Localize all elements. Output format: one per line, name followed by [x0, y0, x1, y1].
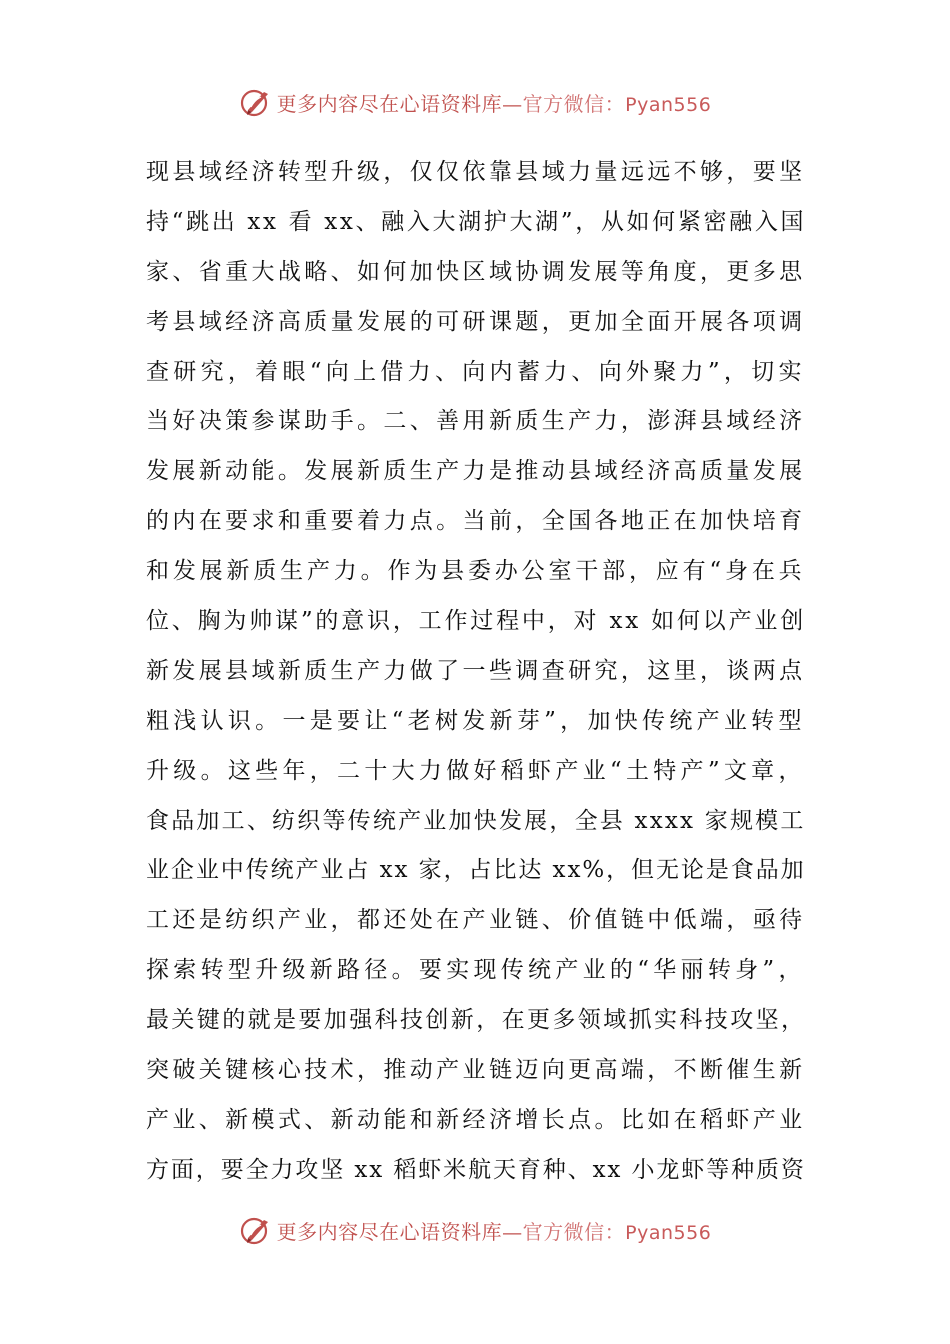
text-line-18: 最关键的就是要加强科技创新，在更多领域抓实科技攻坚，: [146, 1007, 807, 1034]
text-line-12: 粗浅认识。一是要让“老树发新芽”，加快传统产业转型: [146, 707, 806, 734]
text-line-13: 升级。这些年，二十大力做好稻虾产业“土特产”文章，: [146, 757, 806, 784]
header-account: Pyan556: [625, 93, 712, 116]
text-line-2: 持“跳出 xx 看 xx、融入大湖护大湖”，从如何紧密融入国: [146, 208, 807, 235]
text-line-3: 家、省重大战略、如何加快区域协调发展等角度，更多思: [146, 258, 806, 285]
header-label: 官方微信：: [522, 91, 626, 116]
footer-banner: [0, 1212, 950, 1248]
text-line-17: 探索转型升级新路径。要实现传统产业的“华丽转身”，: [146, 957, 806, 984]
document-body: [146, 148, 806, 1196]
text-line-10: 位、胸为帅谋”的意识，工作过程中，对 xx 如何以产业创: [146, 608, 807, 635]
text-line-7: 发展新动能。发展新质生产力是推动县域经济高质量发展: [146, 458, 806, 485]
footer-account: Pyan556: [625, 1221, 712, 1244]
header-text: [277, 88, 712, 117]
footer-dash: —: [502, 1219, 523, 1244]
text-line-8: 的内在要求和重要着力点。当前，全国各地正在加快培育: [146, 508, 806, 535]
text-line-20: 产业、新模式、新动能和新经济增长点。比如在稻虾产业: [146, 1106, 806, 1133]
text-line-14: 食品加工、纺织等传统产业加快发展，全县 xxxx 家规模工: [146, 807, 806, 834]
header-banner: [0, 84, 950, 120]
text-line-21: 方面，要全力攻坚 xx 稻虾米航天育种、xx 小龙虾等种质资: [146, 1156, 806, 1183]
footer-text: [277, 1216, 712, 1245]
header-dash: —: [502, 91, 523, 116]
pen-nib-circle-icon: [239, 1213, 273, 1247]
text-line-11: 新发展县域新质生产力做了一些调查研究，这里，谈两点: [146, 657, 806, 684]
text-line-15: 业企业中传统产业占 xx 家，占比达 xx%，但无论是食品加: [146, 857, 806, 884]
text-line-1: 现县域经济转型升级，仅仅依靠县域力量远远不够，要坚: [146, 159, 806, 185]
pen-nib-circle-icon: [239, 85, 273, 119]
text-line-19: 突破关键核心技术，推动产业链迈向更高端，不断催生新: [146, 1057, 806, 1084]
text-line-6: 当好决策参谋助手。二、善用新质生产力，澎湃县域经济: [146, 408, 806, 435]
header-brand: 更多内容尽在心语资料库: [276, 91, 503, 116]
text-line-9: 和发展新质生产力。作为县委办公室干部，应有“身在兵: [146, 558, 806, 585]
footer-brand: 更多内容尽在心语资料库: [276, 1219, 503, 1244]
text-line-16: 工还是纺织产业，都还处在产业链、价值链中低端，亟待: [146, 907, 806, 934]
text-line-4: 考县域经济高质量发展的可研课题，更加全面开展各项调: [146, 308, 806, 335]
text-line-5: 查研究，着眼“向上借力、向内蓄力、向外聚力”，切实: [146, 358, 806, 385]
footer-label: 官方微信：: [522, 1219, 626, 1244]
